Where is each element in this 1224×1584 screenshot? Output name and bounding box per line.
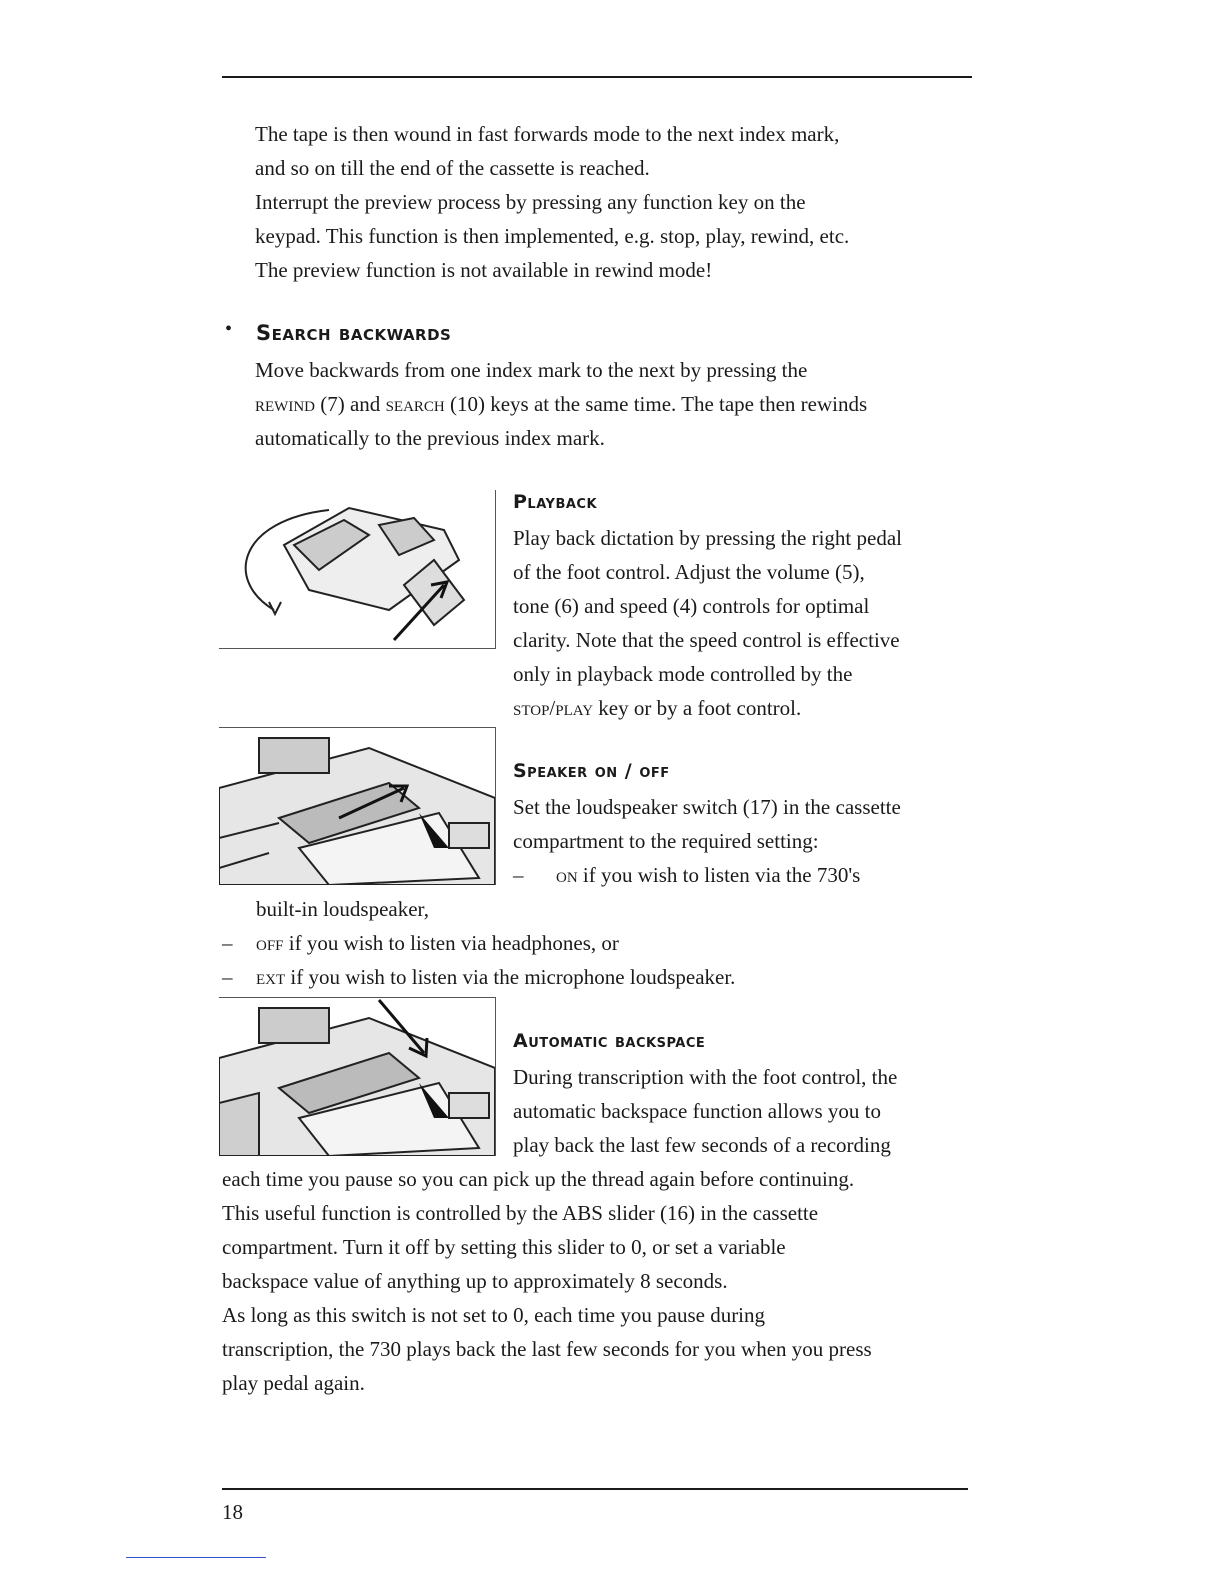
- intro-line: The preview function is not available in rewind mode!: [255, 258, 713, 282]
- dash-icon: –: [222, 931, 233, 955]
- section-heading-playback: Playback: [513, 491, 598, 513]
- search-line: automatically to the previous index mark.: [255, 426, 605, 450]
- search-key-label: search: [385, 392, 445, 416]
- playback-line: Play back dictation by pressing the right pedal: [513, 526, 902, 550]
- playback-line: clarity. Note that the speed control is effective: [513, 628, 900, 652]
- section-heading-speaker: Speaker on / off: [513, 760, 670, 782]
- speaker-line: Set the loudspeaker switch (17) in the cassette: [513, 795, 901, 819]
- speaker-switch-illustration: [219, 727, 496, 885]
- backspace-line: compartment. Turn it off by setting this slider to 0, or set a variable: [222, 1235, 786, 1259]
- backspace-line: During transcription with the foot control, the: [513, 1065, 898, 1089]
- abs-slider-illustration: [219, 997, 496, 1156]
- off-key-label: off: [256, 931, 284, 955]
- speaker-option-on-cont: built-in loudspeaker,: [256, 897, 429, 921]
- backspace-line: As long as this switch is not set to 0, each time you pause during: [222, 1303, 766, 1327]
- intro-line: The tape is then wound in fast forwards mode to the next index mark,: [255, 122, 840, 146]
- backspace-line: play pedal again.: [222, 1371, 365, 1395]
- section-heading-automatic-backspace: Automatic backspace: [513, 1030, 706, 1052]
- foot-control-illustration: [219, 490, 496, 649]
- playback-line-keys: [513, 691, 801, 725]
- speaker-option-text: if you wish to listen via headphones, or: [283, 931, 619, 955]
- speaker-option-text: if you wish to listen via the microphone loudspeaker.: [285, 965, 736, 989]
- stop-play-key-label: stop/play: [513, 696, 594, 720]
- backspace-line: play back the last few seconds of a recording: [513, 1133, 891, 1157]
- playback-line-text: key or by a foot control.: [593, 696, 802, 720]
- backspace-line: transcription, the 730 plays back the last few seconds for you when you press: [222, 1337, 872, 1361]
- speaker-option-ext: [256, 960, 735, 994]
- search-line: Move backwards from one index mark to the next by pressing the: [255, 358, 808, 382]
- speaker-option-off: [256, 926, 619, 960]
- dash-icon: –: [513, 863, 524, 887]
- section-heading-search-backwards: Search backwards: [256, 321, 452, 345]
- intro-line: keypad. This function is then implemented, e.g. stop, play, rewind, etc.: [255, 224, 850, 248]
- ext-key-label: ext: [256, 965, 286, 989]
- footer-underline: [126, 1557, 266, 1558]
- search-line-text: (7) and: [315, 392, 386, 416]
- backspace-line: This useful function is controlled by the ABS slider (16) in the cassette: [222, 1201, 819, 1225]
- backspace-line: backspace value of anything up to approximately 8 seconds.: [222, 1269, 728, 1293]
- rewind-key-label: rewind: [255, 392, 315, 416]
- on-key-label: on: [556, 863, 578, 887]
- top-rule: [222, 76, 972, 78]
- playback-line: of the foot control. Adjust the volume (5),: [513, 560, 865, 584]
- speaker-option-on: [556, 858, 860, 892]
- bottom-rule: [222, 1488, 968, 1490]
- search-line-text: (10) keys at the same time. The tape then rewinds: [444, 392, 868, 416]
- bullet-icon: •: [225, 318, 233, 340]
- speaker-option-text: if you wish to listen via the 730's: [577, 863, 861, 887]
- backspace-line: automatic backspace function allows you to: [513, 1099, 881, 1123]
- dash-icon: –: [222, 965, 233, 989]
- search-line-keys: [255, 387, 867, 421]
- playback-line: tone (6) and speed (4) controls for optimal: [513, 594, 870, 618]
- playback-line: only in playback mode controlled by the: [513, 662, 853, 686]
- speaker-line: compartment to the required setting:: [513, 829, 819, 853]
- page-number: 18: [222, 1500, 243, 1524]
- intro-line: and so on till the end of the cassette is reached.: [255, 156, 650, 180]
- backspace-line: each time you pause so you can pick up the thread again before continuing.: [222, 1167, 855, 1191]
- intro-line: Interrupt the preview process by pressing any function key on the: [255, 190, 806, 214]
